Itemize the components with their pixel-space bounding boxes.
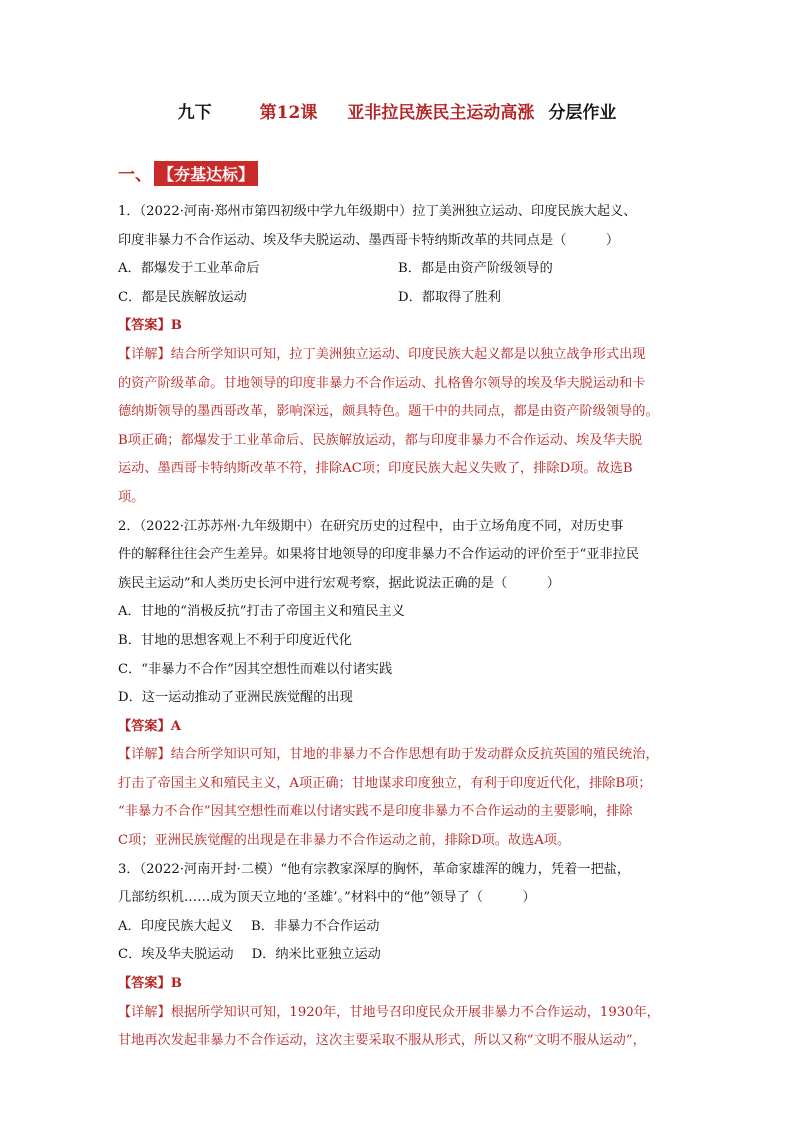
question-stem-line: 几部纺织机……成为顶天立地的‘圣雄’。”材料中的“他”领导了（ ）	[118, 890, 536, 906]
question-stem-line: 1．（2022·河南·郑州市第四初级中学九年级期中）拉丁美洲独立运动、印度民族大起义、	[118, 204, 637, 219]
option-b: B．都是由资产阶级领导的	[398, 261, 553, 277]
option-c: C．“非暴力不合作”因其空想性而难以付诸实践	[118, 661, 393, 677]
option-b: B．非暴力不合作运动	[251, 918, 380, 934]
option-a: A．甘地的“消极反抗”打击了帝国主义和殖民主义	[118, 604, 405, 620]
section-number: 一、	[118, 165, 152, 185]
explanation-line: 德纳斯领导的墨西哥改革，影响深远，颇具特色。题干中的共同点，都是由资产阶级领导的。	[118, 404, 659, 420]
questions	[118, 198, 678, 1056]
option-d: D．这一运动推动了亚洲民族觉醒的出现	[118, 690, 353, 706]
title-topic: 亚非拉民族民主运动高涨	[347, 103, 535, 123]
option-c: C．埃及华夫脱运动	[118, 947, 234, 963]
explanation-line: “非暴力不合作”因其空想性而难以付诸实践不是印度非暴力不合作运动的主要影响，排除	[118, 804, 633, 820]
question-stem-line: 2．（2022·江苏苏州·九年级期中）在研究历史的过程中，由于立场角度不同，对历史事	[118, 518, 624, 534]
question-stem-line: 3．（2022·河南开封·二模）“他有宗教家深厚的胸怀，革命家雄浑的魄力，凭着一把盐，	[118, 861, 631, 877]
explanation-line: 【详解】结合所学知识可知，甘地的非暴力不合作思想有助于发动群众反抗英国的殖民统治，	[118, 747, 659, 763]
explanation-line: 运动、墨西哥卡特纳斯改革不符，排除AC项；印度民族大起义失败了，排除D项。故选B	[118, 461, 633, 477]
question-stem-line: 族民主运动”和人类历史长河中进行宏观考察，据此说法正确的是（ ）	[118, 575, 560, 591]
option-row	[118, 255, 678, 284]
explanation-line: C项；亚洲民族觉醒的出现是在非暴力不合作运动之前，排除D项。故选A项。	[118, 833, 571, 849]
option-c: C．都是民族解放运动	[118, 289, 247, 305]
question-2	[118, 513, 678, 856]
explanation-line: 【详解】根据所学知识可知，1920年，甘地号召印度民众开展非暴力不合作运动，1930年，	[118, 1004, 660, 1020]
explanation-line: 打击了帝国主义和殖民主义，A项正确；甘地谋求印度独立，有利于印度近代化，排除B项；	[118, 775, 652, 791]
question-3	[118, 856, 678, 1056]
title-grade: 九下	[177, 103, 212, 123]
question-1	[118, 198, 678, 513]
answer: 【答案】B	[118, 318, 182, 334]
option-d: D．纳米比亚独立运动	[251, 947, 381, 963]
explanation-line: 甘地再次发起非暴力不合作运动，这次主要采取不服从形式，所以又称“文明不服从运动”，	[118, 1033, 646, 1049]
answer: 【答案】B	[118, 976, 182, 992]
title-lesson: 第12课	[259, 103, 318, 123]
option-row	[118, 941, 678, 970]
option-a: A．都爆发于工业革命后	[118, 261, 260, 277]
question-stem-line: 印度非暴力不合作运动、埃及华夫脱运动、墨西哥卡特纳斯改革的共同点是（ ）	[118, 232, 620, 248]
option-row	[118, 284, 678, 313]
option-b: B．甘地的思想客观上不利于印度近代化	[118, 632, 352, 648]
explanation-line: 【详解】结合所学知识可知，拉丁美洲独立运动、印度民族大起义都是以独立战争形式出现	[118, 346, 646, 362]
explanation-line: 的资产阶级革命。甘地领导的印度非暴力不合作运动、扎格鲁尔领导的埃及华夫脱运动和卡	[118, 375, 646, 391]
answer: 【答案】A	[118, 718, 181, 734]
section-heading	[118, 160, 258, 186]
section-tag: 【夯基达标】	[154, 161, 258, 186]
option-a: A．印度民族大起义	[118, 918, 234, 934]
explanation-line: 项。	[118, 489, 145, 505]
question-stem-line: 件的解释往往会产生差异。如果将甘地领导的印度非暴力不合作运动的评价至于“亚非拉民	[118, 547, 640, 563]
title-type: 分层作业	[548, 103, 617, 123]
option-row	[118, 913, 678, 942]
option-d: D．都取得了胜利	[398, 289, 501, 305]
page-title	[0, 98, 794, 123]
explanation-line: B项正确；都爆发于工业革命后、民族解放运动，都与印度非暴力不合作运动、埃及华夫脱	[118, 432, 642, 448]
